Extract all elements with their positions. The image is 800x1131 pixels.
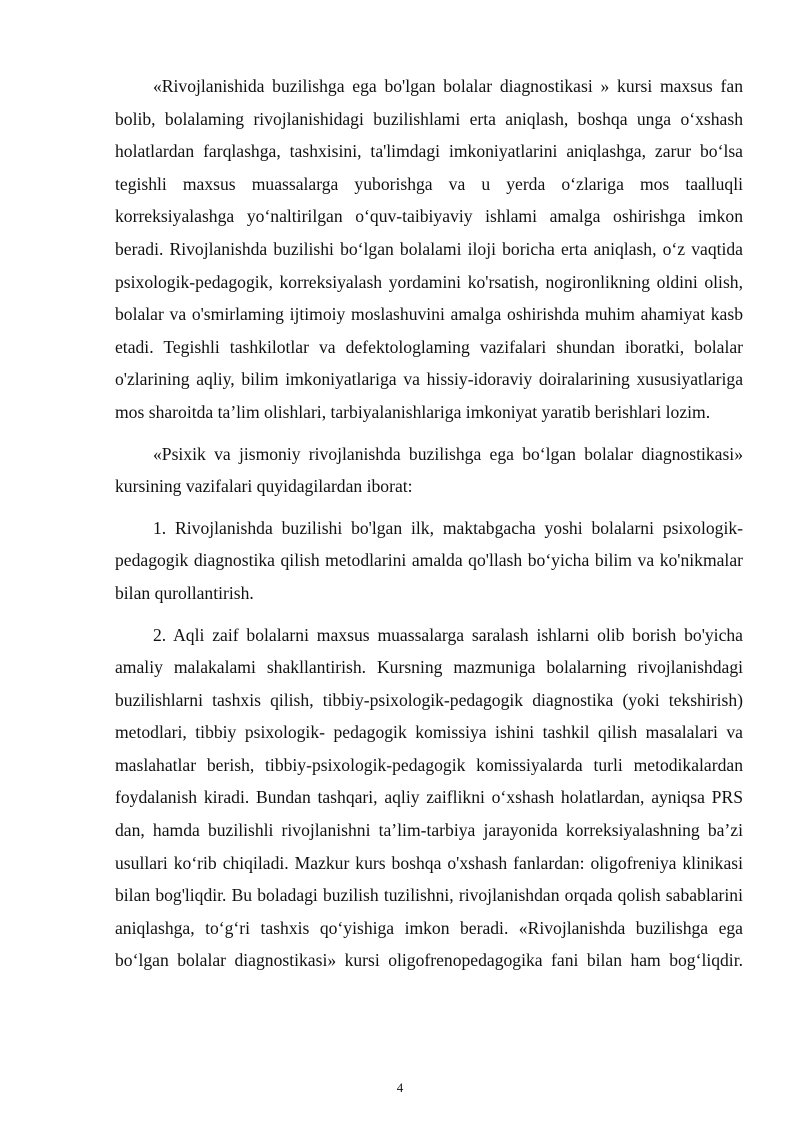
body-text [115,70,743,986]
paragraph-task-1: 1. Rivojlanishda buzilishi bo'lgan ilk, maktabgacha yoshi bolalarni psixologik-pedagogik diagnostika qilish metodlarini amalda qo'llash bo‘yicha bilim va ko'nikmalar bilan qurollantirish. [115,517,743,603]
paragraph-task-2: 2. Aqli zaif bolalarni maxsus muassalarga saralash ishlarni olib borish bo'yicha amaliy malakalami shakllantirish. Kursning mazmuniga bolalarning rivojlanishdagi buzilishlarni tashxis qilish, tibbiy-psixologik-pedagogik diagnostika (yoki tekshirish) metodlari, tibbiy psixologik- pedagogik komissiya ishini tashkil qilish masalalari va maslahatlar berish, tibbiy-psixologik-pedagogik komissiyalarda turli metodikalardan foydalanish kiradi. Bundan tashqari, aqliy zaiflikni o‘xshash holatlardan, ayniqsa PRS dan, hamda buzilishli rivojlanishni ta’lim-tarbiya jarayonida korreksiyalashning ba’zi usullari ko‘rib chiqiladi. Mazkur kurs boshqa o'xshash fanlardan: oligofreniya klinikasi bilan bog'liqdir. Bu boladagi buzilish tuzilishni, rivojlanishdan orqada qolish sabablarini aniqlashga, to‘g‘ri tashxis qo‘yishiga imkon beradi. «Rivojlanishda buzilishga ega bo‘lgan bolalar diagnostikasi» kursi oligofrenopedagogika fani bilan ham bog‘liqdir. [115,624,743,971]
paragraph-course-tasks-intro: «Psixik va jismoniy rivojlanishda buzilishga ega bo‘lgan bolalar diagnostikasi» kursining vazifalari quyidagilardan iborat: [115,443,743,497]
paragraph-course-description: «Rivojlanishida buzilishga ega bo'lgan bolalar diagnostikasi » kursi maxsus fan bolib, bolalaming rivojlanishidagi buzilishlami erta aniqlash, boshqa unga o‘xshash holatlardan farqlashga, tashxisini, ta'limdagi imkoniyatlarini aniqlashga, zarur bo‘lsa tegishli maxsus muassalarga yuborishga va u yerda o‘zlariga mos taalluqli korreksiyalashga yo‘naltirilgan o‘quv-taibiyaviy ishlami amalga oshirishga imkon beradi. Rivojlanishda buzilishi bo‘lgan bolalami iloji boricha erta aniqlash, o‘z vaqtida psixologik-pedagogik, korreksiyalash yordamini ko'rsatish, nogironlikning oldini olish, bolalar va o'smirlaming ijtimoiy moslashuvini amalga oshirishda muhim ahamiyat kasb etadi. Tegishli tashkilotlar va defektologlaming vazifalari shundan iboratki, bolalar o'zlarining aqliy, bilim imkoniyatlariga va hissiy-idoraviy doiralarining xususiyatlariga mos sharoitda ta’lim olishlari, tarbiyalanishlariga imkoniyat yaratib berishlari lozim. [115,76,743,422]
page-number: 4 [396,1080,404,1095]
